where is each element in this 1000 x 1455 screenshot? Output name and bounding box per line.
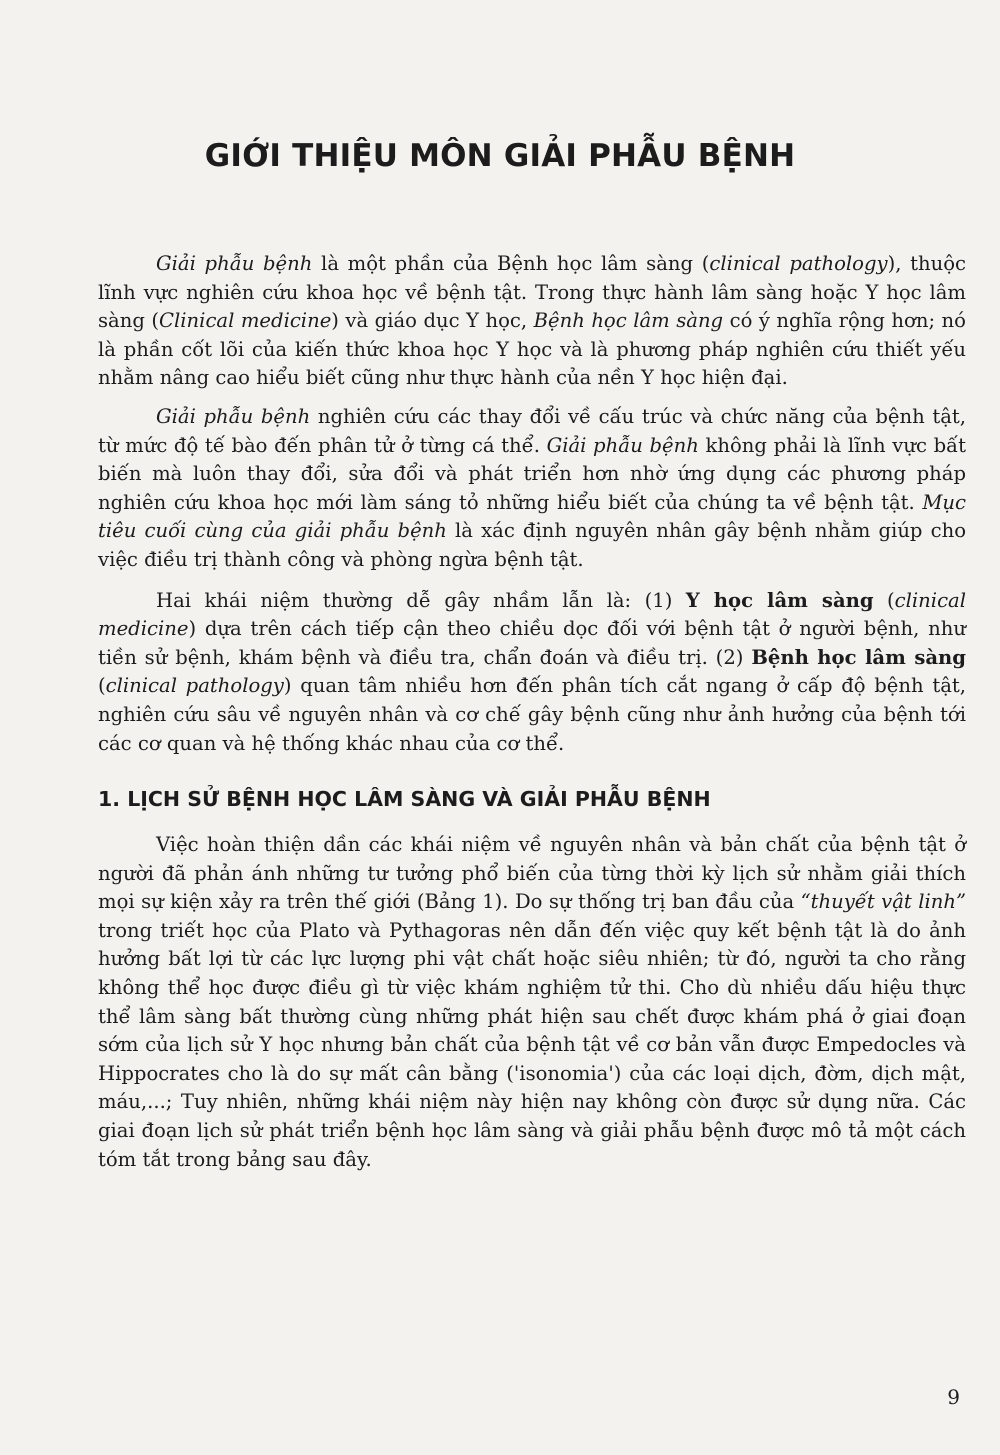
text-run: là xác định nguyên nhân gây bệnh nhằm giúp cho việc điều trị thành công và phòng ngừa bệnh tật. xyxy=(98,519,966,571)
term-clinical-pathology: clinical pathology xyxy=(105,674,284,698)
term-giai-phau-benh: Giải phẫu bệnh xyxy=(156,252,313,275)
page-number: 9 xyxy=(947,1385,960,1409)
text-run: Việc hoàn thiện dần các khái niệm về nguyên nhân và bản chất của bệnh tật ở người đã phản ánh những tư tưởng phổ biến của từng thời kỳ lịch sử nhằm giải thích mọi sự kiện xảy ra trên thế giới (Bảng 1). Do sự thống trị ban đầu của xyxy=(98,833,966,914)
term-thuyet-vat-linh: “thuyết vật linh” xyxy=(800,890,966,914)
term-y-hoc-lam-sang: Y học lâm sàng xyxy=(685,588,874,612)
text-run: trong triết học của Plato và Pythagoras nên dẫn đến việc quy kết bệnh tật là do ảnh hưởng bất lợi từ các lực lượng phi vật chất hoặc siêu nhiên; từ đó, người ta cho rằng không thể học được điều gì từ việc khám nghiệm tử thi. Cho dù nhiều dấu hiệu thực thể lâm sàng bất thường cùng những phát hiện sau chết được khám phá ở giai đoạn sớm của lịch sử Y học nhưng bản chất của bệnh tật về cơ bản vẫn được Empedocles và Hippocrates cho là do sự mất cân bằng ('isonomia') của các loại dịch, đờm, dịch mật, máu,...; Tuy nhiên, những khái niệm này hiện nay không còn được sử dụng nữa. Các giai đoạn lịch sử phát triển bệnh học lâm sàng và giải phẫu bệnh được mô tả một cách tóm tắt trong bảng sau đây. xyxy=(98,918,966,1171)
text-run: ( xyxy=(98,674,106,698)
term-giai-phau-benh: Giải phẫu bệnh xyxy=(156,404,311,428)
term-clinical-pathology: clinical pathology xyxy=(709,252,888,275)
term-clinical-medicine: clinical medicine xyxy=(98,588,966,641)
text-run: không phải là lĩnh vực bất biến mà luôn thay đổi, sửa đổi và phát triển hơn nhờ ứng dụng các phương pháp nghiên cứu khoa học mới làm sáng tỏ những hiểu biết của chúng ta về bệnh tật. xyxy=(98,433,966,514)
term-clinical-medicine: Clinical medicine xyxy=(159,309,332,333)
page-body xyxy=(98,250,966,1174)
text-run: ( xyxy=(873,588,895,612)
term-benh-hoc-lam-sang: Bệnh học lâm sàng xyxy=(751,645,966,669)
text-run: ) dựa trên cách tiếp cận theo chiều dọc đối với bệnh tật ở người bệnh, như tiền sử bệnh, khám bệnh và điều tra, chẩn đoán và điều trị. (2) xyxy=(98,617,966,669)
text-run: ) và giáo dục Y học, xyxy=(331,309,534,333)
term-giai-phau-benh: Giải phẫu bệnh xyxy=(546,433,699,457)
text-run: có ý nghĩa rộng hơn; nó là phần cốt lõi của kiến thức khoa học Y học và là phương pháp nghiên cứu thiết yếu nhằm nâng cao hiểu biết cũng như thực hành của nền Y học hiện đại. xyxy=(98,309,966,390)
text-run: Hai khái niệm thường dễ gây nhầm lẫn là: (1) xyxy=(156,588,686,612)
page-title: GIỚI THIỆU MÔN GIẢI PHẪU BỆNH xyxy=(204,138,796,174)
intro-paragraph-3 xyxy=(98,587,966,759)
intro-paragraph-2 xyxy=(98,403,966,575)
intro-paragraph-1 xyxy=(98,250,966,393)
text-run: nghiên cứu các thay đổi về cấu trúc và chức năng của bệnh tật, từ mức độ tế bào đến phân tử ở từng cá thể. xyxy=(98,404,966,457)
section-1-paragraph-1 xyxy=(98,831,966,1174)
section-heading-1: 1. LỊCH SỬ BỆNH HỌC LÂM SÀNG VÀ GIẢI PHẪU BỆNH xyxy=(98,787,711,812)
text-run: ), thuộc lĩnh vực nghiên cứu khoa học về bệnh tật. Trong thực hành lâm sàng hoặc Y học lâm sàng ( xyxy=(98,252,966,333)
term-benh-hoc-lam-sang: Bệnh học lâm sàng xyxy=(533,309,724,333)
term-muc-tieu: Mục tiêu cuối cùng của giải phẫu bệnh xyxy=(98,490,966,543)
text-run: là một phần của Bệnh học lâm sàng ( xyxy=(312,252,710,275)
text-run: ) quan tâm nhiều hơn đến phân tích cắt ngang ở cấp độ bệnh tật, nghiên cứu sâu về nguyên nhân và cơ chế gây bệnh cũng như ảnh hưởng của bệnh tới các cơ quan và hệ thống khác nhau của cơ thể. xyxy=(98,674,967,755)
